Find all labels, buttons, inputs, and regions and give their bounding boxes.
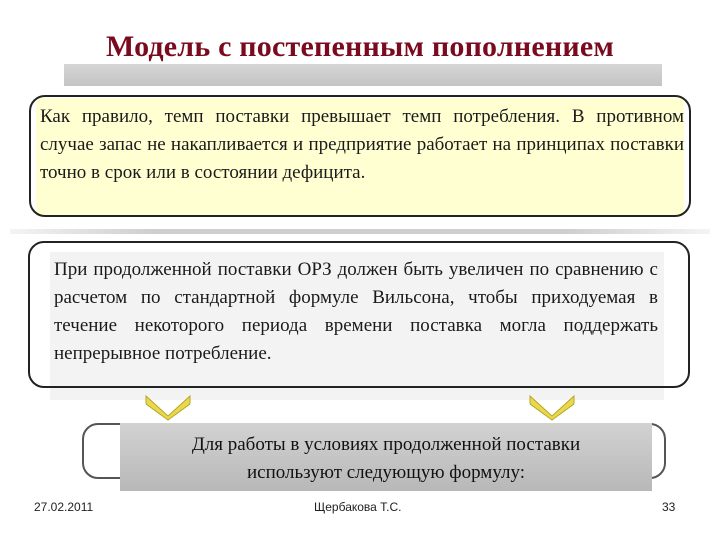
slide-title: Модель с постепенным пополнением: [105, 30, 615, 63]
formula-intro-line2: используют следующую формулу:: [246, 462, 526, 483]
text-block-1: Как правило, темп поставки превышает темп потребления. В противном случае запас не накапливается и предприятие работает на принципах поставки точно в срок или в состоянии дефицита.: [40, 106, 684, 183]
divider-line: [10, 229, 710, 234]
chevron-down-icon: [528, 394, 576, 422]
formula-intro-plate: [120, 423, 652, 491]
footer-date: 27.02.2011: [34, 500, 94, 514]
formula-intro-line1: Для работы в условиях продолженной поставки: [191, 434, 581, 455]
title-underline-bar: [64, 64, 662, 86]
footer-page-number: 33: [662, 500, 676, 514]
footer-author: Щербакова Т.С.: [314, 500, 402, 514]
chevron-down-icon: [144, 394, 192, 422]
text-block-2: При продолженной поставки ОРЗ должен быть увеличен по сравнению с расчетом по стандартной формуле Вильсона, чтобы приходуемая в течение некоторого периода времени поставка могла поддержать непрерывное потребление.: [54, 259, 658, 364]
